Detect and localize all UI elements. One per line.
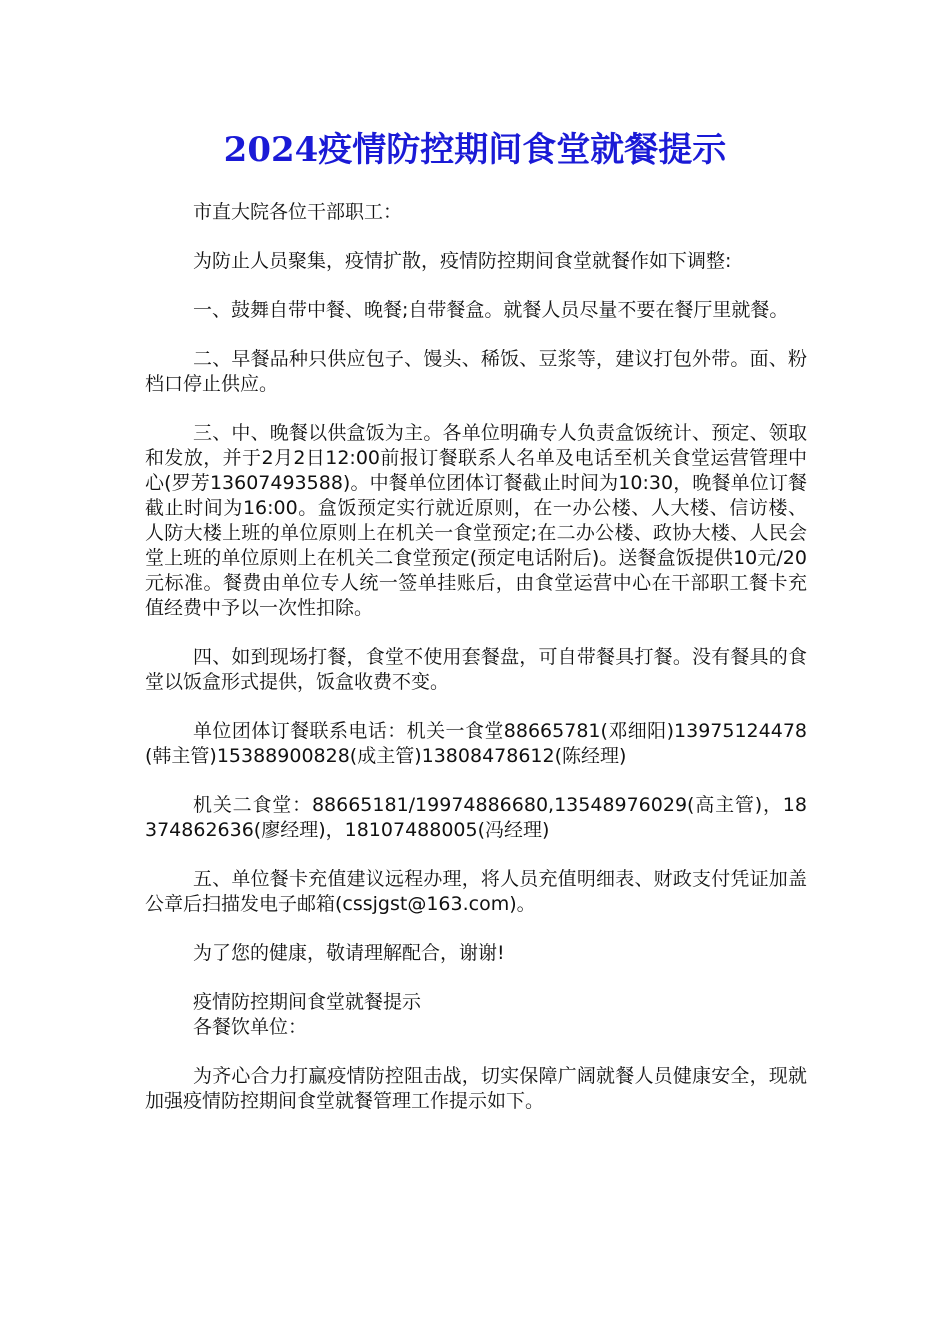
paragraph-item-2: 二、早餐品种只供应包子、馒头、稀饭、豆浆等，建议打包外带。面、粉档口停止供应。 (145, 348, 807, 395)
paragraph-salutation-2: 各餐饮单位： (193, 1016, 308, 1038)
paragraph-contact-canteen-1: 单位团体订餐联系电话：机关一食堂88665781(邓细阳)13975124478(韩主管)15388900828(成主管)13808478612(陈经理) (145, 720, 807, 767)
paragraph-item-5: 五、单位餐卡充值建议远程办理，将人员充值明细表、财政支付凭证加盖公章后扫描发电子邮箱(cssjgst@163.com)。 (145, 868, 807, 915)
paragraph-item-4: 四、如到现场打餐，食堂不使用套餐盘，可自带餐具打餐。没有餐具的食堂以饭盒形式提供，饭盒收费不变。 (145, 646, 807, 693)
document-body (145, 200, 807, 1138)
paragraph-contact-canteen-2: 机关二食堂：88665181/19974886680,13548976029(高主管)，18374862636(廖经理)，18107488005(冯经理) (145, 794, 807, 841)
paragraph-salutation: 市直大院各位干部职工： (193, 201, 403, 223)
paragraph-subtitle: 疫情防控期间食堂就餐提示 (193, 991, 422, 1013)
paragraph-item-1: 一、鼓舞自带中餐、晚餐;自带餐盒。就餐人员尽量不要在餐厅里就餐。 (193, 299, 789, 321)
paragraph-intro-2: 为齐心合力打赢疫情防控阻击战，切实保障广阔就餐人员健康安全，现就加强疫情防控期间食堂就餐管理工作提示如下。 (145, 1065, 807, 1112)
paragraph-closing: 为了您的健康，敬请理解配合，谢谢! (193, 942, 505, 964)
paragraph-item-3: 三、中、晚餐以供盒饭为主。各单位明确专人负责盒饭统计、预定、领取和发放，并于2月2日12:00前报订餐联系人名单及电话至机关食堂运营管理中心(罗芳13607493588)。中餐单位团体订餐截止时间为10:30，晚餐单位订餐截止时间为16:00。盒饭预定实行就近原则，在一办公楼、人大楼、信访楼、人防大楼上班的单位原则上在机关一食堂预定;在二办公楼、政协大楼、人民会堂上班的单位原则上在机关二食堂预定(预定电话附后)。送餐盒饭提供10元/20元标准。餐费由单位专人统一签单挂账后，由食堂运营中心在干部职工餐卡充值经费中予以一次性扣除。 (145, 422, 807, 619)
document-title: 2024疫情防控期间食堂就餐提示 (223, 130, 727, 170)
paragraph-intro: 为防止人员聚集，疫情扩散，疫情防控期间食堂就餐作如下调整: (193, 250, 732, 272)
